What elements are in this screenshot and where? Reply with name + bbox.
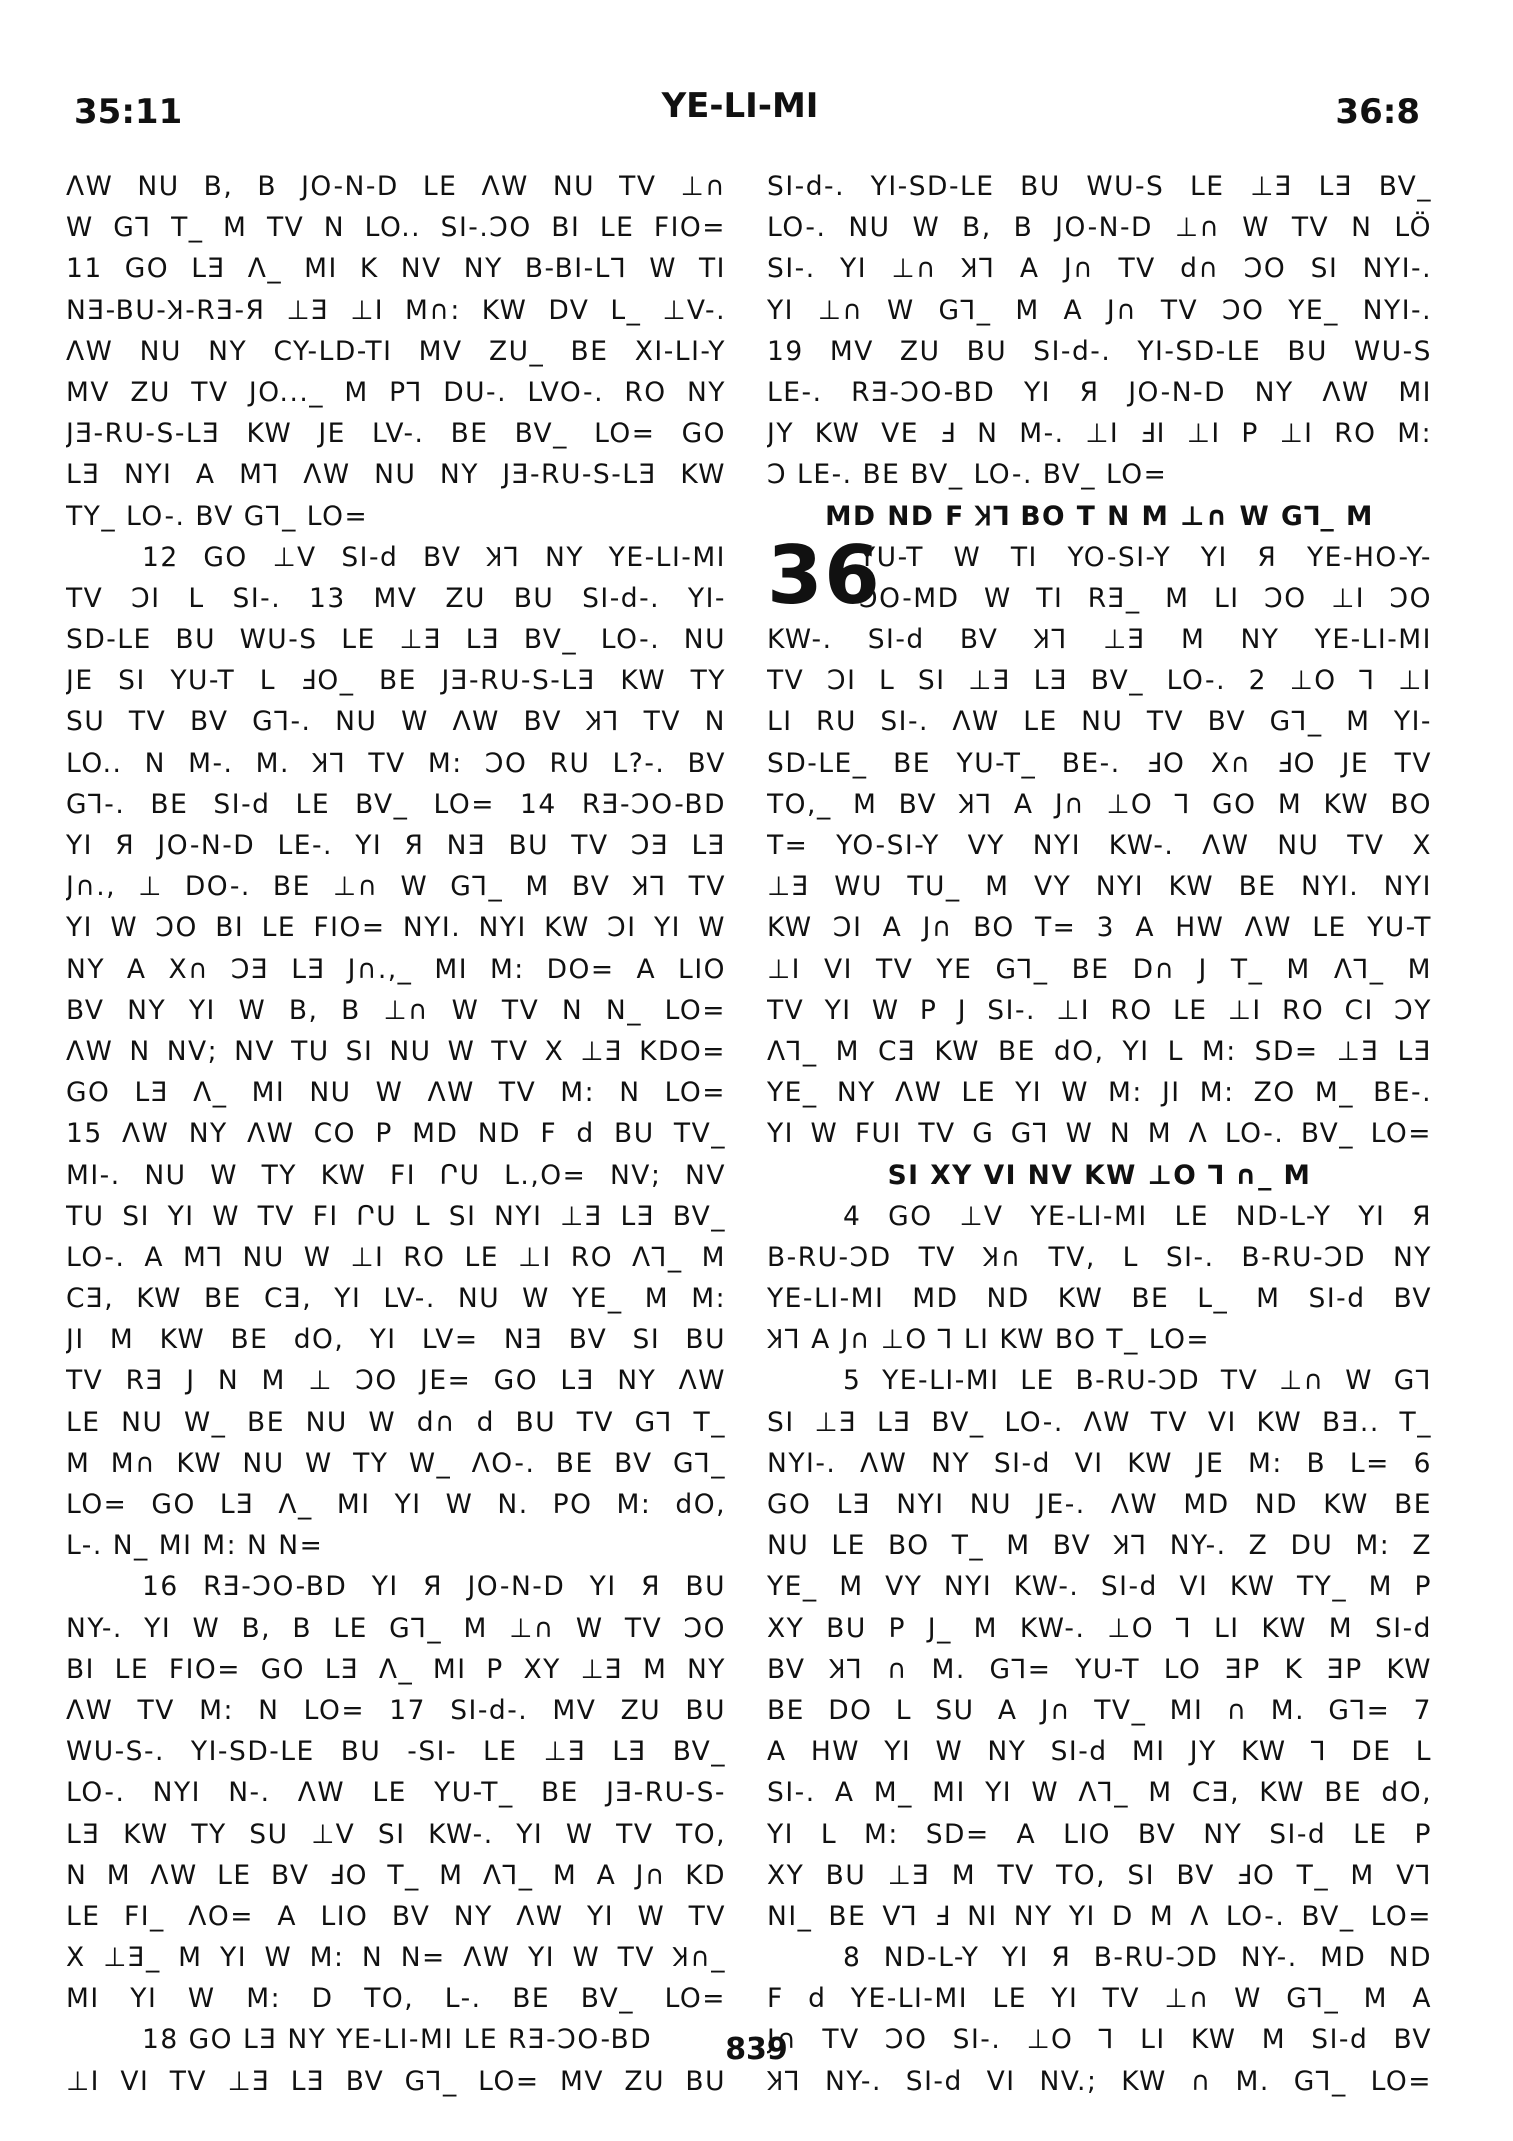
text-line: M M∩ KW NU W TY W_ ΛO-. BE BV G⅂_ [66,1447,726,1479]
text-line: LƎ NYI A M⅂ ΛW NU NY JƎ-RU-S-LƎ KW [66,459,726,491]
chapter-verse-start: 35:11 [74,92,183,132]
text-line: Ʞ⅂ A J∩ ⊥O ⅂ LI KW BO T_ LO= [767,1324,1211,1356]
text-line: NY A X∩ ƆƎ LƎ J∩.,_ MI M: DO= A LIO [66,953,726,985]
text-line: SI-. A M_ MI YI W Λ⅂_ M CƎ, KW BE dO, [767,1777,1432,1809]
text-line: KW ƆI A J∩ BO T= 3 A HW ΛW LE YU-T [767,912,1432,944]
text-line: TV YI W P J SI-. ⊥I RO LE ⊥I RO CI ƆY [767,994,1432,1026]
text-line: B-RU-ƆD TV Ʞ∩ TV, L SI-. B-RU-ƆD NY [767,1241,1432,1273]
chapter-number: 36 [767,529,882,622]
text-line: LO.. N M-. M. Ʞ⅂ TV M: ƆO RU L?-. BV [66,747,726,779]
text-line: GO LƎ NYI NU JE-. ΛW MD ND KW BE [767,1489,1432,1520]
text-line: LE FI_ ΛO= A LIO BV NY ΛW YI W TV [66,1900,726,1932]
text-line: ⊥Ǝ WU TU_ M VY NYI KW BE NYI. NYI [767,871,1432,903]
text-line: TY_ LO-. BV G⅂_ LO= [66,500,369,532]
text-line: TV ƆI L SI-. 13 MV ZU BU SI-d-. YI- [66,582,726,614]
text-line: WU-S-. YI-SD-LE BU -SI- LE ⊥Ǝ LƎ BV_ [66,1736,726,1768]
text-line: JY KW VE Ⅎ N M-. ⊥I ℲI ⊥I P ⊥I RO M: [767,418,1432,450]
text-line: BI LE FIO= GO LƎ Λ_ MI P XY ⊥Ǝ M NY [66,1653,726,1685]
text-line: NYI-. ΛW NY SI-d VI KW JE M: B L= 6 [767,1447,1432,1479]
text-line: NI_ BE V⅂ Ⅎ NI NY YI D M Λ LO-. BV_ LO= [767,1900,1432,1932]
text-line: JE SI YU-T L ℲO_ BE JƎ-RU-S-LƎ KW TY [66,665,726,697]
text-line: XY BU ⊥Ǝ M TV TO, SI BV ℲO T_ M V⅂ [767,1859,1432,1891]
text-line: GO LƎ Λ_ MI NU W ΛW TV M: N LO= [66,1077,726,1109]
text-line: SD-LE BU WU-S LE ⊥Ǝ LƎ BV_ LO-. NU [66,624,726,656]
text-line: 19 MV ZU BU SI-d-. YI-SD-LE BU WU-S [767,335,1432,367]
text-line: KW-. SI-d BV Ʞ⅂ ⊥Ǝ M NY YE-LI-MI [767,624,1432,656]
text-line: G⅂-. BE SI-d LE BV_ LO= 14 RƎ-ƆO-BD [66,788,726,820]
text-line: SI XY VI NV KW ⊥O ⅂ ∩_ M [887,1159,1312,1191]
text-line: SI ⊥Ǝ LƎ BV_ LO-. ΛW TV VI KW BƎ.. T_ [767,1406,1432,1438]
text-line: LE-. RƎ-ƆO-BD YI Я JO-N-D NY ΛW MI [767,376,1432,408]
text-line: LƎ KW TY SU ⊥V SI KW-. YI W TV TO, [66,1818,726,1850]
text-line: JƎ-RU-S-LƎ KW JE LV-. BE BV_ LO= GO [66,418,726,450]
text-line: A HW YI W NY SI-d MI JY KW ⅂ DE L [767,1736,1432,1768]
text-line: CƎ, KW BE CƎ, YI LV-. NU W YE_ M M: [66,1283,726,1315]
left-column [66,166,726,2102]
text-line: W G⅂ T_ M TV N LO.. SI-.ƆO BI LE FIO= [66,212,726,244]
text-line: BV NY YI W B, B ⊥∩ W TV N N_ LO= [66,994,726,1026]
text-line: 15 ΛW NY ΛW CO P MD ND F d BU TV_ [66,1118,726,1150]
text-line: ƆO-MD W TI RƎ_ M LI ƆO ⊥I ƆO [859,582,1432,614]
text-line: 11 GO LƎ Λ_ MI K NV NY B-BI-L⅂ W TI [66,253,726,285]
text-line: JI M KW BE dO, YI LV= NƎ BV SI BU [66,1324,726,1356]
text-line: J∩ TV ƆO SI-. ⊥O ⅂ LI KW M SI-d BV [767,2024,1432,2056]
text-line: BV Ʞ⅂ ∩ M. G⅂= YU-T LO ƎP K ƎP KW [767,1653,1432,1685]
text-line: XY BU P J_ M KW-. ⊥O ⅂ LI KW M SI-d [767,1612,1432,1644]
text-line: MV ZU TV JO..._ M P⅂ DU-. LVO-. RO NY [66,376,726,408]
text-line: Ɔ LE-. BE BV_ LO-. BV_ LO= [767,459,1168,491]
text-line: MI-. NU W TY KW FI ՐU L.,O= NV; NV [66,1159,726,1191]
text-line: 16 RƎ-ƆO-BD YI Я JO-N-D YI Я BU [142,1571,726,1603]
text-line: YI L M: SD= A LIO BV NY SI-d LE P [767,1818,1432,1850]
text-line: L-. N_ MI M: N N= [66,1530,324,1562]
text-line: YE_ M VY NYI KW-. SI-d VI KW TY_ M P [767,1571,1432,1603]
text-line: NU LE BO T_ M BV Ʞ⅂ NY-. Z DU M: Z [767,1530,1432,1562]
text-line: Ʞ⅂ NY-. SI-d VI NV.; KW ∩ M. G⅂_ LO= [767,2065,1432,2097]
text-line: YE_ NY ΛW LE YI W M: JI M: ZO M_ BE-. [767,1077,1432,1109]
text-line: LO= GO LƎ Λ_ MI YI W N. PO M: dO, [66,1489,726,1520]
text-line: N M ΛW LE BV ℲO T_ M Λ⅂_ M A J∩ KD [66,1859,726,1891]
right-column [767,166,1432,2102]
text-line: ΛW NU NY CY-LD-TI MV ZU_ BE XI-LI-Y [66,335,726,367]
text-line: YE-LI-MI MD ND KW BE L_ M SI-d BV [767,1283,1432,1315]
text-line: 12 GO ⊥V SI-d BV Ʞ⅂ NY YE-LI-MI [142,541,726,573]
text-line: TV RƎ J N M ⊥ ƆO JE= GO LƎ NY ΛW [66,1365,726,1397]
chapter-verse-end: 36:8 [1335,92,1420,132]
text-line: 4 GO ⊥V YE-LI-MI LE ND-L-Y YI Я [843,1200,1432,1232]
text-line: J∩., ⊥ DO-. BE ⊥∩ W G⅂_ M BV Ʞ⅂ TV [66,871,726,903]
text-line: X ⊥Ǝ_ M YI W M: N N= ΛW YI W TV Ʞ∩_ [66,1942,726,1974]
page-number: 839 [725,2032,788,2067]
text-line: T= YO-SI-Y VY NYI KW-. ΛW NU TV X [767,830,1432,861]
text-line: TO,_ M BV Ʞ⅂ A J∩ ⊥O ⅂ GO M KW BO [767,788,1432,820]
text-line: YI W FUI TV G G⅂ W N M Λ LO-. BV_ LO= [767,1118,1432,1150]
text-line: ⊥I VI TV ⊥Ǝ LƎ BV G⅂_ LO= MV ZU BU [66,2065,726,2097]
text-line: TV ƆI L SI ⊥Ǝ LƎ BV_ LO-. 2 ⊥O ⅂ ⊥I [767,665,1432,697]
text-line: TU SI YI W TV FI ՐU L SI NYI ⊥Ǝ LƎ BV_ [66,1200,726,1232]
text-line: LE NU W_ BE NU W d∩ d BU TV G⅂ T_ [66,1406,726,1438]
page-title: YE-LI-MI [661,86,819,126]
text-line: SI-. YI ⊥∩ Ʞ⅂ A J∩ TV d∩ ƆO SI NYI-. [767,253,1432,285]
page-header [60,84,1420,144]
text-line: 8 ND-L-Y YI Я B-RU-ƆD NY-. MD ND [843,1942,1432,1974]
text-line: F d YE-LI-MI LE YI TV ⊥∩ W G⅂_ M A [767,1983,1432,2015]
text-line: NY-. YI W B, B LE G⅂_ M ⊥∩ W TV ƆO [66,1612,726,1644]
text-line: SU TV BV G⅂-. NU W ΛW BV Ʞ⅂ TV N [66,706,726,738]
text-line: SD-LE_ BE YU-T_ BE-. ℲO X∩ ℲO JE TV [767,747,1432,779]
text-line: ΛW TV M: N LO= 17 SI-d-. MV ZU BU [66,1694,726,1726]
text-line: MD ND F Ʞ⅂ BO T N M ⊥∩ W G⅂_ M [825,500,1374,532]
text-line: 5 YE-LI-MI LE B-RU-ƆD TV ⊥∩ W G⅂ [843,1365,1432,1397]
text-line: LO-. A M⅂ NU W ⊥I RO LE ⊥I RO Λ⅂_ M [66,1241,726,1273]
text-line: SI-d-. YI-SD-LE BU WU-S LE ⊥Ǝ LƎ BV_ [767,171,1432,202]
text-line: BE DO L SU A J∩ TV_ MI ∩ M. G⅂= 7 [767,1694,1432,1726]
text-line: ⊥I VI TV YE G⅂_ BE D∩ J T_ M Λ⅂_ M [767,953,1432,985]
text-line: ΛW N NV; NV TU SI NU W TV X ⊥Ǝ KDO= [66,1035,726,1067]
text-line: YI ⊥∩ W G⅂_ M A J∩ TV ƆO YE_ NYI-. [767,294,1432,326]
text-line: YI W ƆO BI LE FIO= NYI. NYI KW ƆI YI W [66,912,726,944]
text-line: LO-. NU W B, B JO-N-D ⊥∩ W TV N LÖ [767,212,1432,244]
text-line: ΛW NU B, B JO-N-D LE ΛW NU TV ⊥∩ [66,171,726,202]
text-line: LO-. NYI N-. ΛW LE YU-T_ BE JƎ-RU-S- [66,1777,726,1809]
text-line: 18 GO LƎ NY YE-LI-MI LE RƎ-ƆO-BD [142,2024,653,2056]
text-line: LI RU SI-. ΛW LE NU TV BV G⅂_ M YI- [767,706,1432,738]
text-line: MI YI W M: D TO, L-. BE BV_ LO= [66,1983,726,2015]
text-line: YU-T W TI YO-SI-Y YI Я YE-HO-Y- [859,541,1432,573]
text-line: YI Я JO-N-D LE-. YI Я NƎ BU TV ƆƎ LƎ [66,830,726,861]
text-line: NƎ-BU-Ʞ-RƎ-Я ⊥Ǝ ⊥I M∩: KW DV L_ ⊥V-. [66,294,726,326]
text-line: Λ⅂_ M CƎ KW BE dO, YI L M: SD= ⊥Ǝ LƎ [767,1035,1432,1067]
